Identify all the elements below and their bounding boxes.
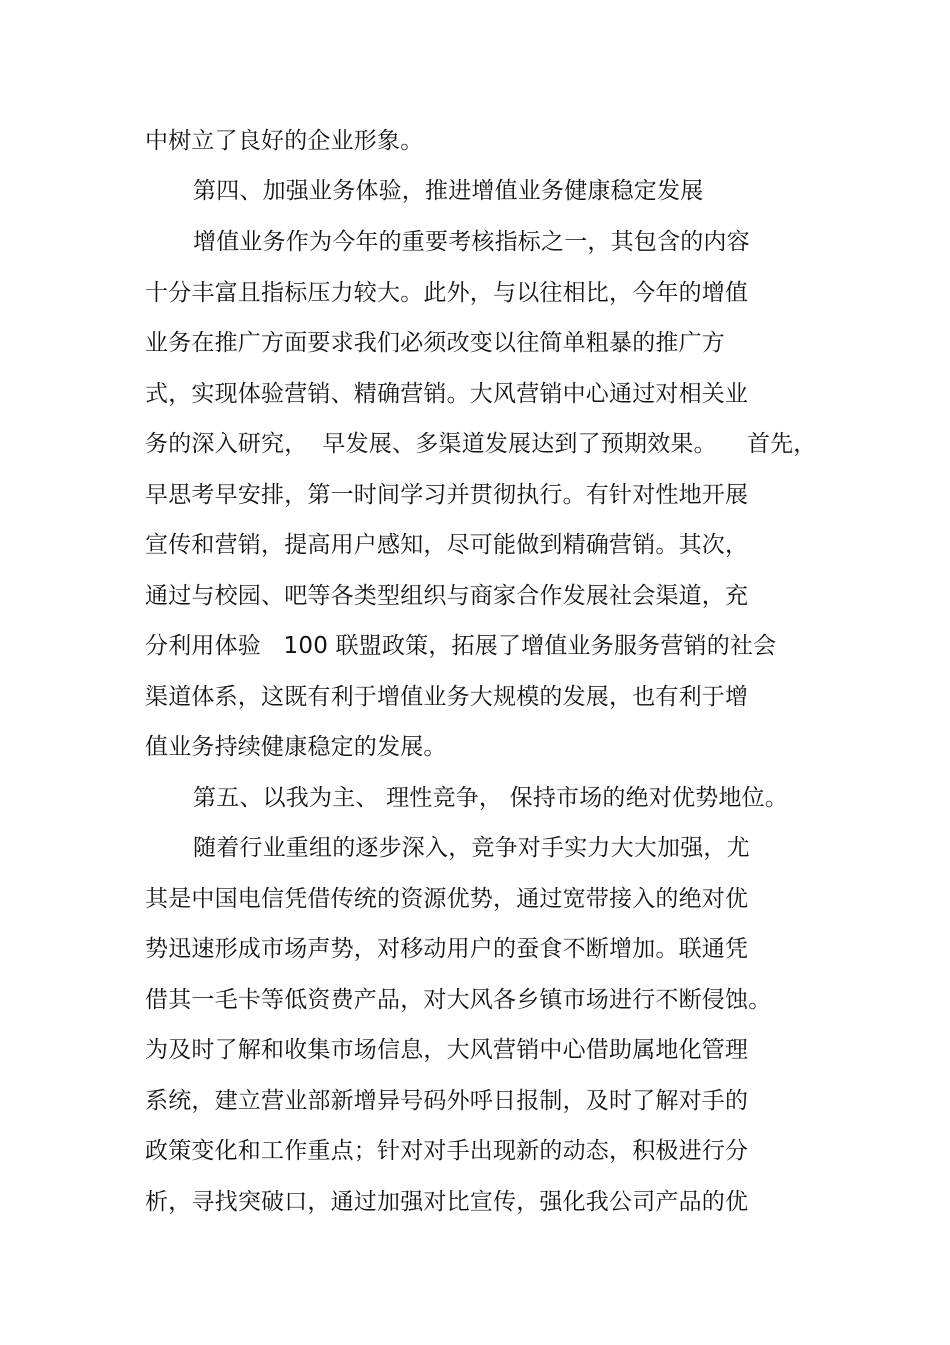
- text-line: 系统，建立营业部新增异号码外呼日报制，及时了解对手的: [145, 1088, 749, 1114]
- text-line: 为及时了解和收集市场信息，大风营销中心借助属地化管理: [145, 1037, 749, 1063]
- text-line: 中树立了良好的企业形象。: [145, 128, 424, 154]
- text-line: 势迅速形成市场声势，对移动用户的蚕食不断增加。联通凭: [145, 936, 749, 962]
- text-line: 十分丰富且指标压力较大。此外，与以往相比，今年的增值: [145, 280, 749, 306]
- text-line: 分利用体验 100 联盟政策，拓展了增值业务服务营销的社会: [145, 633, 777, 659]
- text-line: 通过与校园、吧等各类型组织与商家合作发展社会渠道，充: [145, 583, 749, 609]
- text-line: 随着行业重组的逐步深入，竞争对手实力大大加强，尤: [193, 835, 750, 861]
- text-line: 析，寻找突破口，通过加强对比宣传，强化我公司产品的优: [145, 1189, 749, 1215]
- section-heading: 第四、加强业务体验，推进增值业务健康稳定发展: [193, 178, 704, 204]
- text-line: 早思考早安排，第一时间学习并贯彻执行。有针对性地开展: [145, 482, 749, 508]
- text-line: 值业务持续健康稳定的发展。: [145, 734, 447, 760]
- text-line: 增值业务作为今年的重要考核指标之一，其包含的内容: [193, 229, 750, 255]
- text-line: 宣传和营销，提高用户感知，尽可能做到精确营销。其次，: [145, 532, 749, 558]
- section-heading: 第五、以我为主、 理性竞争， 保持市场的绝对优势地位。: [193, 785, 789, 811]
- text-line: 务的深入研究， 早发展、多渠道发展达到了预期效果。 首先，: [145, 431, 817, 457]
- text-line: 式，实现体验营销、精确营销。大风营销中心通过对相关业: [145, 381, 749, 407]
- text-line: 渠道体系，这既有利于增值业务大规模的发展，也有利于增: [145, 684, 749, 710]
- text-line: 业务在推广方面要求我们必须改变以往简单粗暴的推广方: [145, 330, 725, 356]
- text-line: 政策变化和工作重点；针对对手出现新的动态，积极进行分: [145, 1138, 749, 1164]
- text-line: 借其一毛卡等低资费产品，对大风各乡镇市场进行不断侵蚀。: [145, 987, 772, 1013]
- text-line: 其是中国电信凭借传统的资源优势，通过宽带接入的绝对优: [145, 886, 749, 912]
